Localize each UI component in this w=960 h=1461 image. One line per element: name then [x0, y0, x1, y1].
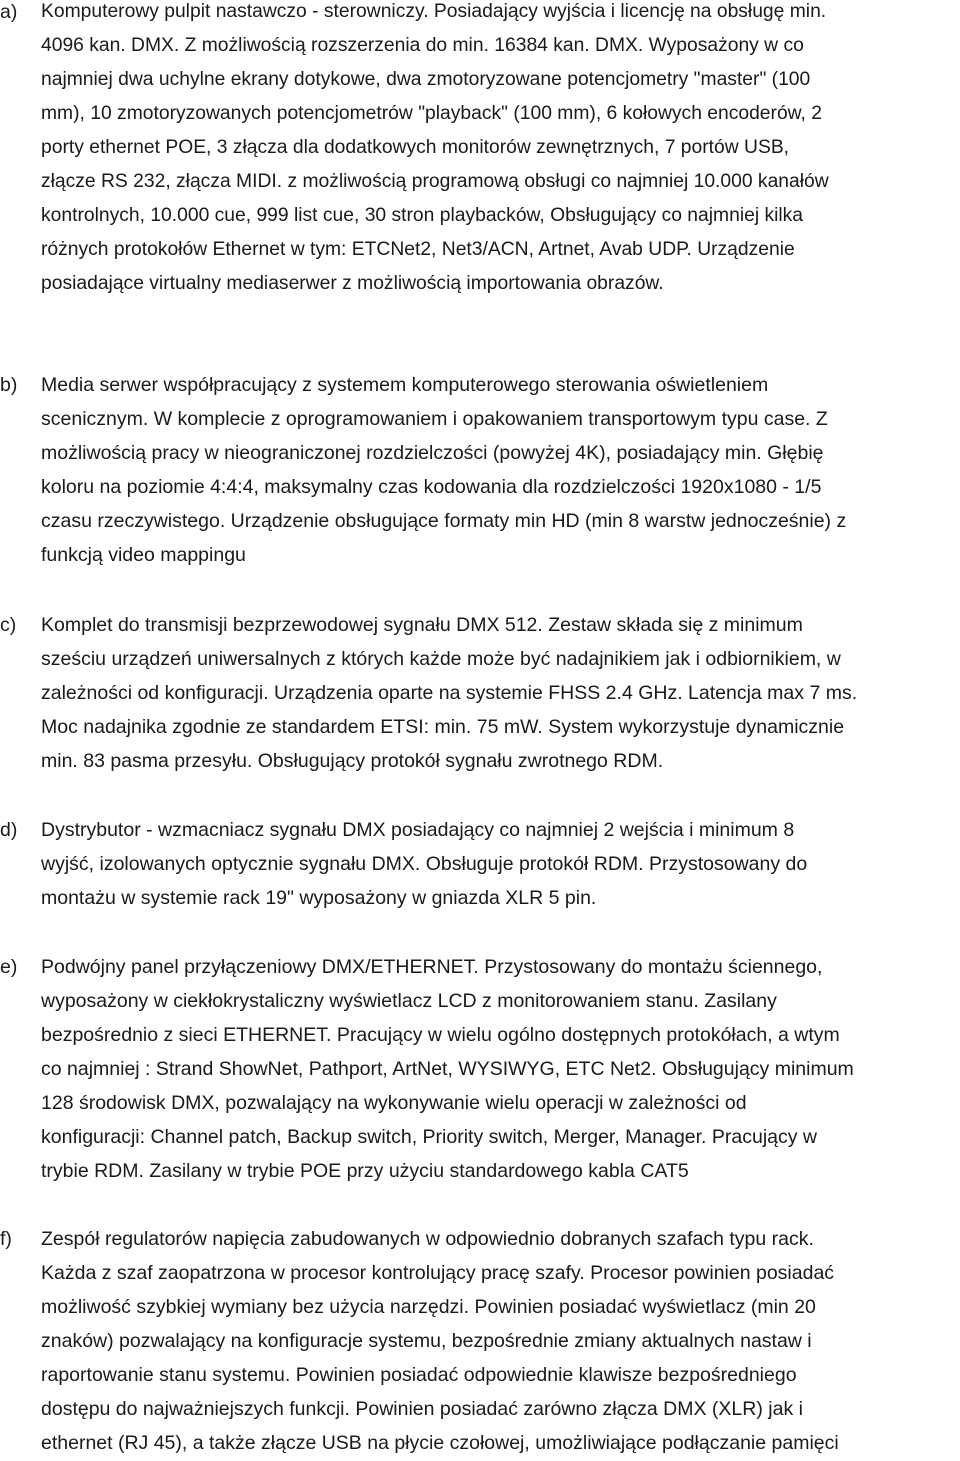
text-line: montażu w systemie rack 19" wyposażony w gniazda XLR 5 pin. — [41, 887, 597, 909]
text-line: Media serwer współpracujący z systemem komputerowego sterowania oświetleniem — [41, 374, 769, 396]
text-line: Komputerowy pulpit nastawczo - sterowniczy. Posiadający wyjścia i licencję na obsługę min. — [41, 1, 827, 22]
text-line: najmniej dwa uchylne ekrany dotykowe, dwa zmotoryzowane potencjometry "master" (100 — [41, 69, 811, 90]
text-line: funkcją video mappingu — [41, 544, 246, 566]
list-item-text — [41, 368, 957, 572]
text-line: raportowanie stanu systemu. Powinien posiadać odpowiednie klawisze bezpośredniego — [41, 1364, 797, 1386]
text-line: Dystrybutor - wzmacniacz sygnału DMX posiadający co najmniej 2 wejścia i minimum 8 — [41, 819, 795, 841]
list-item-text — [41, 813, 957, 915]
list-marker: a) — [0, 1, 18, 23]
text-line: możliwością pracy w nieograniczonej rozdzielczości (powyżej 4K), posiadający min. Głębię — [41, 442, 824, 464]
text-line: 128 środowisk DMX, pozwalający na wykonywanie wielu operacji w zależności od — [41, 1092, 747, 1114]
text-line: złącze RS 232, złącza MIDI. z możliwością programową obsługi co najmniej 10.000 kanałów — [41, 171, 829, 192]
text-line: ethernet (RJ 45), a także złącze USB na płycie czołowej, umożliwiające podłączanie pamięci — [41, 1432, 839, 1454]
text-line: min. 83 pasma przesyłu. Obsługujący protokół sygnału zwrotnego RDM. — [41, 750, 664, 772]
text-line: porty ethernet POE, 3 złącza dla dodatkowych monitorów zewnętrznych, 7 portów USB, — [41, 137, 790, 158]
text-line: dostępu do najważniejszych funkcji. Powinien posiadać zarówno złącza DMX (XLR) jak i — [41, 1398, 803, 1420]
text-line: konfiguracji: Channel patch, Backup switch, Priority switch, Merger, Manager. Pracujący w — [41, 1126, 818, 1148]
text-line: różnych protokołów Ethernet w tym: ETCNet2, Net3/ACN, Artnet, Avab UDP. Urządzenie — [41, 239, 795, 260]
text-line: co najmniej : Strand ShowNet, Pathport, ArtNet, WYSIWYG, ETC Net2. Obsługujący minimum — [41, 1058, 854, 1080]
text-line: bezpośrednio z sieci ETHERNET. Pracujący w wielu ogólno dostępnych protokółach, a wtym — [41, 1024, 840, 1046]
text-line: zależności od konfiguracji. Urządzenia oparte na systemie FHSS 2.4 GHz. Latencja max 7 ms. — [41, 682, 858, 704]
list-marker: e) — [0, 956, 18, 978]
text-line: mm), 10 zmotoryzowanych potencjometrów "playback" (100 mm), 6 kołowych encoderów, 2 — [41, 103, 822, 124]
text-line: Moc nadajnika zgodnie ze standardem ETSI: min. 75 mW. System wykorzystuje dynamicznie — [41, 716, 845, 738]
text-line: Każda z szaf zaopatrzona w procesor kontrolujący pracę szafy. Procesor powinien posiadać — [41, 1262, 835, 1284]
list-item-text — [41, 950, 957, 1188]
text-line: możliwość szybkiej wymiany bez użycia narzędzi. Powinien posiadać wyświetlacz (min 20 — [41, 1296, 816, 1318]
list-item-text — [41, 1222, 957, 1460]
text-line: posiadające virtualny mediaserwer z możliwością importowania obrazów. — [41, 273, 664, 294]
text-line: koloru na poziomie 4:4:4, maksymalny czas kodowania dla rozdzielczości 1920x1080 - 1/5 — [41, 476, 822, 498]
text-line: trybie RDM. Zasilany w trybie POE przy użyciu standardowego kabla CAT5 — [41, 1160, 689, 1182]
text-line: 4096 kan. DMX. Z możliwością rozszerzenia do min. 16384 kan. DMX. Wyposażony w co — [41, 35, 804, 56]
text-line: Zespół regulatorów napięcia zabudowanych w odpowiednio dobranych szafach typu rack. — [41, 1228, 814, 1250]
list-marker: c) — [0, 614, 17, 636]
list-marker: f) — [0, 1228, 12, 1250]
text-line: sześciu urządzeń uniwersalnych z których każde może być nadajnikiem jak i odbiornikiem, w — [41, 648, 841, 670]
text-line: wyposażony w ciekłokrystaliczny wyświetlacz LCD z monitorowaniem stanu. Zasilany — [41, 990, 777, 1012]
list-item-text — [41, 608, 957, 778]
text-line: czasu rzeczywistego. Urządzenie obsługujące formaty min HD (min 8 warstw jednocześnie) z — [41, 510, 847, 532]
list-item-text — [41, 0, 957, 301]
text-line: wyjść, izolowanych optycznie sygnału DMX. Obsługuje protokół RDM. Przystosowany do — [41, 853, 808, 875]
text-line: Komplet do transmisji bezprzewodowej sygnału DMX 512. Zestaw składa się z minimum — [41, 614, 803, 636]
list-marker: d) — [0, 819, 18, 841]
text-line: Podwójny panel przyłączeniowy DMX/ETHERNET. Przystosowany do montażu ściennego, — [41, 956, 823, 978]
text-line: scenicznym. W komplecie z oprogramowaniem i opakowaniem transportowym typu case. Z — [41, 408, 828, 430]
text-line: znaków) pozwalający na konfiguracje systemu, bezpośrednie zmiany aktualnych nastaw i — [41, 1330, 812, 1352]
text-line: kontrolnych, 10.000 cue, 999 list cue, 30 stron playbacków, Obsługujący co najmniej kilka — [41, 205, 804, 226]
list-marker: b) — [0, 374, 18, 396]
